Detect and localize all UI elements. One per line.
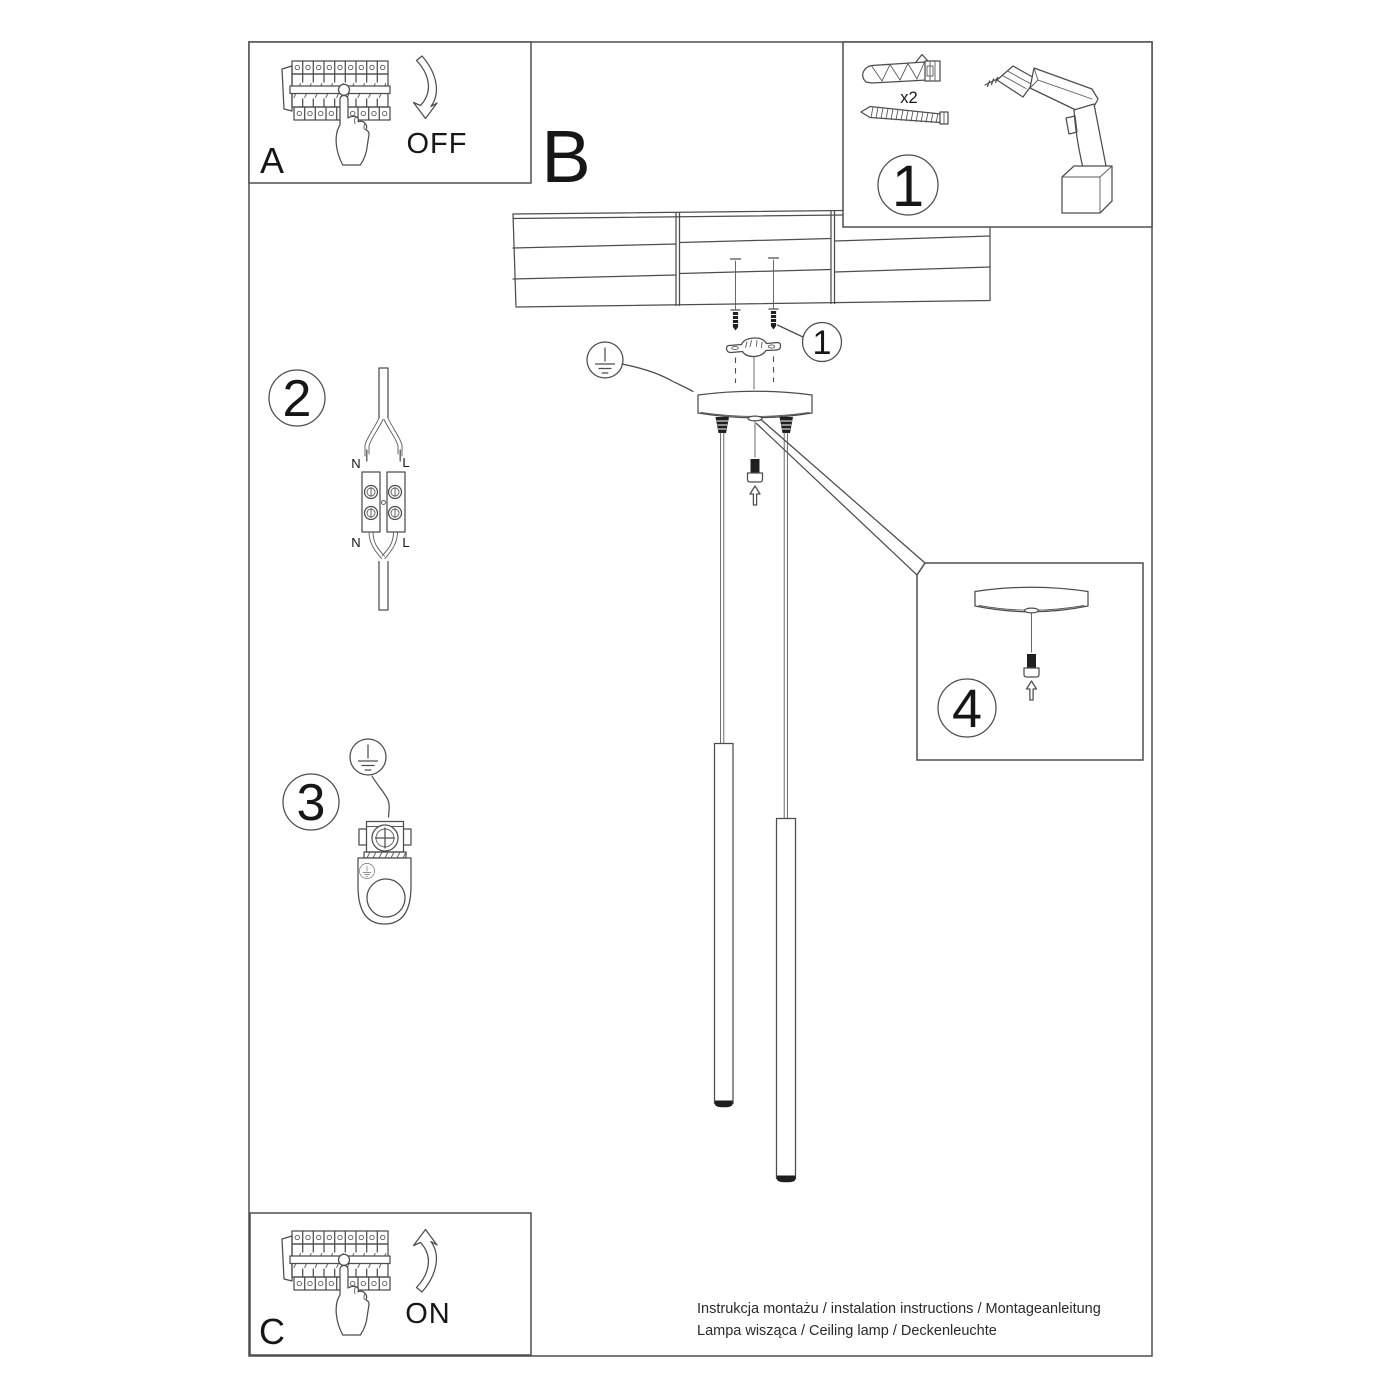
mounting-bracket-icon xyxy=(727,338,781,357)
canopy-drawing xyxy=(698,391,812,505)
footer-line-2: Lampa wisząca / Ceiling lamp / Deckenleuchte xyxy=(697,1323,997,1339)
terminal-bottom-n: N xyxy=(351,535,361,550)
callout-1-label: 1 xyxy=(812,324,832,362)
anchor-qty-label: x2 xyxy=(900,89,918,107)
badge-1-label: 1 xyxy=(891,154,925,219)
ground-symbol-icon xyxy=(350,739,386,775)
terminal-top-l: L xyxy=(402,455,410,470)
breaker-off-panel xyxy=(249,42,531,183)
badge-2-label: 2 xyxy=(282,370,312,428)
power-off-label: OFF xyxy=(406,128,468,160)
cable-gland-right xyxy=(780,417,794,433)
clamp-strip xyxy=(364,852,406,858)
tools-panel xyxy=(843,42,1152,227)
wiring-step-drawing xyxy=(269,368,410,610)
detail-leader-lines xyxy=(757,420,926,576)
badge-4-label: 4 xyxy=(951,679,983,739)
ground-symbol-icon xyxy=(587,342,693,392)
detail-panel-4 xyxy=(917,563,1143,760)
pendant-lamp-drawing xyxy=(715,433,796,1182)
cable-gland-left xyxy=(716,417,730,433)
locking-screw-icon xyxy=(748,459,763,505)
terminal-top-n: N xyxy=(351,456,361,471)
panel-c-label: C xyxy=(259,1311,285,1352)
terminal-bottom-l: L xyxy=(402,535,410,550)
section-b-label: B xyxy=(541,115,591,198)
mounting-hardware xyxy=(727,309,842,389)
badge-3-label: 3 xyxy=(296,774,326,832)
footer-captions xyxy=(697,1301,1101,1339)
breaker-on-panel xyxy=(250,1213,531,1355)
grounding-step-drawing xyxy=(283,739,411,924)
panel-a-label: A xyxy=(259,140,285,181)
footer-line-1: Instrukcja montażu / instalation instructions / Montageanleitung xyxy=(697,1301,1101,1317)
power-on-label: ON xyxy=(405,1298,451,1330)
